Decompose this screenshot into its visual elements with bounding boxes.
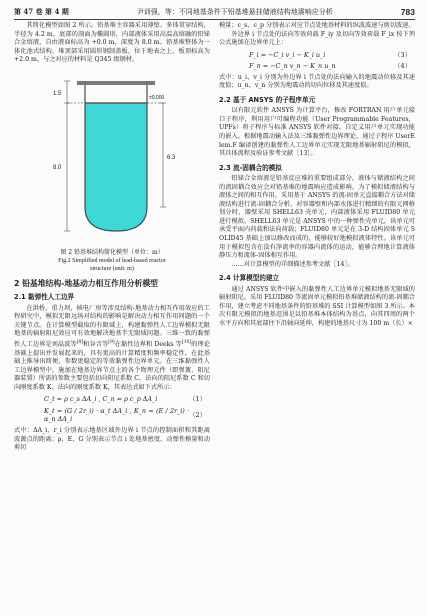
equation-3 — [219, 51, 415, 60]
paragraph: 其简化模型如图 2 所示。铅基堆主容器采用薄壁、多体贯穿结构，半径为 4.2 m，底部的剖面为椭圆形，内部液体采用高温高熔融的铅铋合金熔液，自由液面标高为 +0.0 m，深度为 8.0 m。铅基堆整体为一体化池式结构，堆顶部采用圆形钢制盖板，位于地表之上，板顶标高为 +2.0 m，与之对应的材料是 Q345 级钢材。 — [14, 22, 210, 64]
paragraph: ……对计算模型的详细描述参考文献［14］。 — [231, 260, 354, 268]
page-number: 783 — [400, 7, 415, 17]
text-run: 在洪桥，重力坝，核电厂房等涉及结构-地基动力相互作用效应的工程研究中，模拟无限远场对结构的影响是解决动力相互作用问题的一个关键节点。在计算模型截取的有限域上，构建黏弹性人工边界模拟无限地基的辐射阻尼效应可有效地解决地基半无限域问题。三维一致的黏弹性人工边界是刘晶波等 — [14, 304, 210, 349]
lid-plate — [77, 81, 155, 85]
equation-number: （1） — [189, 395, 206, 404]
issue-label: 第 47 卷 第 4 期 — [14, 7, 69, 16]
paragraph: 模量；c_s、c_p 分别表示对应节点处地基材料的纵波波速与剪切波速。 — [219, 22, 415, 29]
figure-caption-en-2: structure (unit: m) — [90, 265, 134, 272]
dim-label-depth: 8.0 — [53, 164, 62, 171]
paragraph: 以有限元软件 ANSYS 为计算平台，修改 FORTRAN 用户单元接口子程序，利用用户可编程功能（User Programmable Features，UPFs）将子程序与标准 ANSYS 软件对接，自定义用户单元实现功能的嵌入。根据地震动输入法及三维黏弹性边界理论，通过子程序 UserElem.F 编译创建的黏弹性人工边界单元实现无限地基辐射阻尼的模拟，其具体流程及验证参考文献［13］。 — [219, 107, 415, 158]
dim-label-top: 1.5 — [53, 90, 62, 97]
equation-4 — [219, 62, 415, 71]
equation-body: K_t = (G / 2r_i) · α_t ΔA_i , K_n = (E / 2r_i) · α_n ΔA_i — [44, 406, 190, 424]
equation-body: F_i = −C_i v_i − K_i u_i — [249, 50, 326, 59]
text-run: 在黏性边界和 Deeks 等 — [114, 341, 182, 349]
paragraph: 铅铋合金熔液是铅基反应堆的重要组成部分，液体与储液结构之间的流固耦合效应会对铅基堆的地震响应造成影响。为了模拟储液结构与液体之间的相互作用，采用基于 ANSYS 的流-固单元直接耦合方法对储液结构进行流-固耦合分析。对容器壁和内部水体进行精细的有限元网格划分时，器壁采用 SHELL63 壳单元，内部液体采用 FLUID80 单元进行模拟。SHELL63 单元是 ANSYS 中的一种弹性壳单元，该单元可承受平面内荷载和法向荷载；FLUID80 单元是在 3-D 结构固体单元 SOLID45 基础上加以修改而成的，能够较好地模拟液体特性。该单元可用于模拟包含在没有净流率的容器内流体的运动，能够合理地计算液体静压力和流体-固体相互作用。 — [219, 175, 415, 260]
section-heading-2-2: 2.2 基于 ANSYS 的子程序单元 — [219, 95, 316, 104]
paragraph — [14, 305, 210, 393]
equation-body: C_t = ρ c_s ΔA_i , C_n = ρ c_p ΔA_i — [44, 395, 158, 404]
paragraph: 式中：u_i、v_i 分别为外边界 i 节点处的法向输入的地震动位移及其速度值；u_n、v_n 分别为地震动的切向位移及其速度值。 — [219, 73, 415, 90]
reactor-model-diagram — [37, 69, 187, 249]
right-column — [219, 22, 415, 329]
running-title: 尹训强，等：不同地基条件下铅基堆悬挂储液结构地震响应分析 — [136, 8, 333, 16]
text-run: 的理论基础上提出并发展起来的，具有更高的计算精度和频率稳定性，在此基础上推导出简便、参数更稳定的等效黏弹性边界单元。在三维黏弹性人工边界模型中，施加在地基边界节点上的各个物理元件（即弹簧、阻尼器装置）所需的参数主要包括切向阻尼系数 C、法向的阻尼系数 C 和切向刚度系数 K、法向的刚度系数 K，其表达式如下式所示： — [14, 341, 211, 391]
ground-mark: ±0.000 — [149, 94, 165, 101]
running-header — [14, 5, 415, 20]
section-heading-2-4: 2.4 计算模型的建立 — [219, 274, 280, 283]
figure-2 — [14, 69, 210, 273]
citation[interactable]: [9] — [108, 340, 115, 346]
equation-number: （3） — [394, 50, 411, 59]
equation-2 — [14, 407, 210, 424]
citation[interactable]: [10] — [181, 340, 192, 346]
section-heading-2-1: 2.1 黏弹性人工边界 — [14, 293, 75, 302]
dim-label-full: 6.3 — [167, 154, 176, 161]
citation[interactable]: [8] — [76, 340, 84, 346]
figure-caption-en-1: Fig.2 Simplified model of lead-based reactor — [58, 257, 166, 264]
figure-caption-cn: 图 2 铅基堆结构简化模型（单位：m） — [60, 248, 164, 256]
section-heading-2-3: 2.3 流-固耦合的模拟 — [219, 163, 282, 172]
section-heading-2: 2 铅基堆结构-地基动力相互作用分析模型 — [14, 278, 158, 288]
text-run: 和谷音等 — [83, 341, 109, 349]
left-column — [14, 22, 210, 453]
equation-1 — [14, 395, 210, 404]
paragraph: 式中：ΔA_i、r_i 分别表示地基区域外边界 i 节点的控制面积和其距离波源点的距离；ρ、E、G 分别表示节点 i 处地基密度、动弹性模量和动剪切 — [14, 427, 210, 452]
equation-number: （4） — [394, 62, 411, 71]
vessel-liquid — [85, 103, 147, 231]
paragraph: 通过 ANSYS 软件中嵌入的黏弹性人工边界单元模拟地基无限域的辐射阻尼，采用 FLUID80 等流固单元模拟铅基堆储液结构的流-固耦合作用，建立考虑不同地基条件的铅基堆的 SSI 计算模型如图 3 所示。本次有限元模拟的地基范围是以铅基堆本体结构为基点，向其四周的两个水平方向和其底部往下沿轴向延伸，构建的地基尺寸为 100 m（长）× — [219, 285, 415, 327]
equation-body: F_n = −C_n v_n − K_n u_n — [249, 62, 336, 71]
equation-number: （2） — [189, 411, 206, 420]
paragraph: 外边界 i 节点处的法向等效荷载 F_iy 及切向等效荷载 F_ix 按下列公式施加在边界单元上： — [219, 30, 415, 47]
